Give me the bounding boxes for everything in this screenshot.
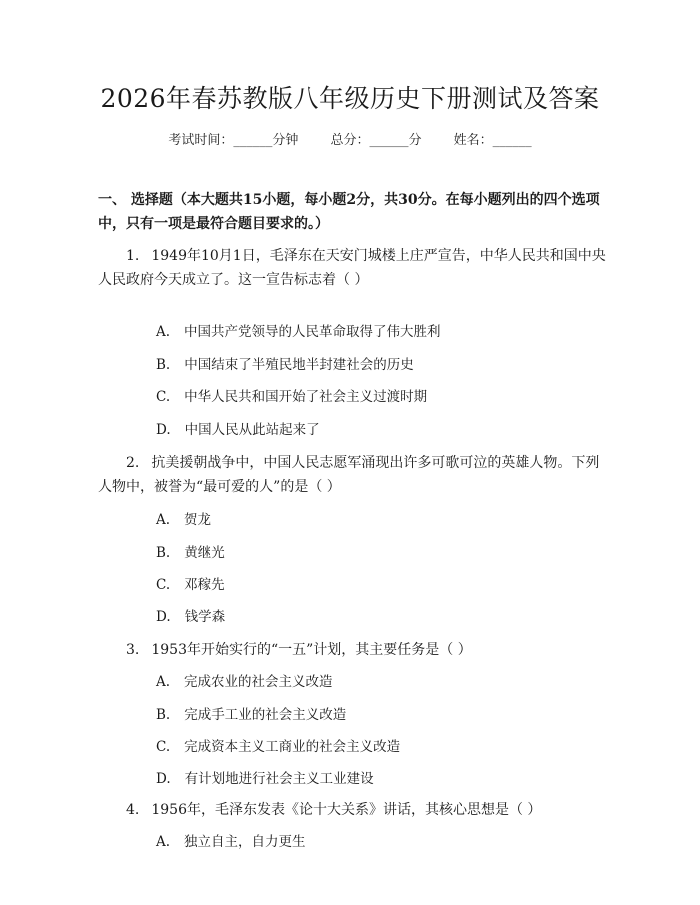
option-letter: C. <box>156 389 171 405</box>
option-letter: B. <box>156 357 171 373</box>
option-text: 贺龙 <box>184 512 212 528</box>
question-1 <box>98 244 608 292</box>
question-number: 3. <box>126 642 140 658</box>
question-text: 抗美援朝战争中，中国人民志愿军涌现出许多可歌可泣的英雄人物。下列人物中，被誉为“最可爱的人”的是（ ） <box>98 455 600 495</box>
option-text: 黄继光 <box>184 545 225 561</box>
question-3-option-d <box>156 769 596 789</box>
question-3 <box>98 638 608 662</box>
option-text: 完成农业的社会主义改造 <box>184 674 333 690</box>
option-text: 钱学森 <box>184 609 226 625</box>
option-letter: A. <box>156 324 171 340</box>
question-2-option-d <box>156 607 596 627</box>
option-text: 中华人民共和国开始了社会主义过渡时期 <box>184 389 428 405</box>
question-3-option-c <box>156 737 596 757</box>
question-text: 1953年开始实行的“一五”计划，其主要任务是（ ） <box>151 642 472 658</box>
page-title: 2026年春苏教版八年级历史下册测试及答案 <box>100 84 600 113</box>
question-number: 2. <box>126 455 140 471</box>
section-heading-multiple-choice: 一、 选择题（本大题共15小题，每小题2分，共30分。在每小题列出的四个选项中，只有一项是最符合题目要求的。） <box>98 192 600 232</box>
option-letter: D. <box>156 422 171 438</box>
option-text: 中国共产党领导的人民革命取得了伟大胜利 <box>184 324 441 340</box>
option-letter: B. <box>156 707 171 723</box>
question-3-option-a <box>156 672 596 692</box>
question-4 <box>98 798 608 822</box>
option-text: 中国结束了半殖民地半封建社会的历史 <box>184 357 414 373</box>
question-1-option-a <box>156 322 596 342</box>
question-1-option-d <box>156 420 596 440</box>
question-1-option-b <box>156 355 596 375</box>
option-letter: A. <box>156 674 171 690</box>
option-text: 完成手工业的社会主义改造 <box>184 707 347 723</box>
option-text: 有计划地进行社会主义工业建设 <box>184 771 374 787</box>
option-letter: A. <box>156 834 171 850</box>
question-2 <box>98 451 608 499</box>
option-text: 完成资本主义工商业的社会主义改造 <box>184 739 401 755</box>
option-letter: C. <box>156 577 171 593</box>
option-text: 中国人民从此站起来了 <box>184 422 320 438</box>
question-2-option-c <box>156 575 596 595</box>
option-letter: A. <box>156 512 171 528</box>
option-letter: D. <box>156 771 171 787</box>
exam-info-line <box>0 131 700 151</box>
option-letter: C. <box>156 739 171 755</box>
question-number: 1. <box>126 248 140 264</box>
option-text: 独立自主，自力更生 <box>184 834 306 850</box>
question-number: 4. <box>126 802 140 818</box>
question-text: 1949年10月1日，毛泽东在天安门城楼上庄严宣告，中华人民共和国中央人民政府今天成立了。这一宣告标志着（ ） <box>98 248 606 288</box>
student-name-field: 姓名：______ <box>453 133 532 148</box>
option-letter: B. <box>156 545 171 561</box>
question-3-option-b <box>156 705 596 725</box>
question-1-option-c <box>156 387 596 407</box>
exam-time-field: 考试时间：______分钟 <box>168 133 299 148</box>
option-text: 邓稼先 <box>184 577 225 593</box>
question-4-option-a <box>156 832 596 852</box>
option-letter: D. <box>156 609 171 625</box>
total-score-field: 总分：______分 <box>330 133 422 148</box>
question-2-option-b <box>156 543 596 563</box>
question-2-option-a <box>156 510 596 530</box>
question-text: 1956年，毛泽东发表《论十大关系》讲话，其核心思想是（ ） <box>151 802 542 818</box>
